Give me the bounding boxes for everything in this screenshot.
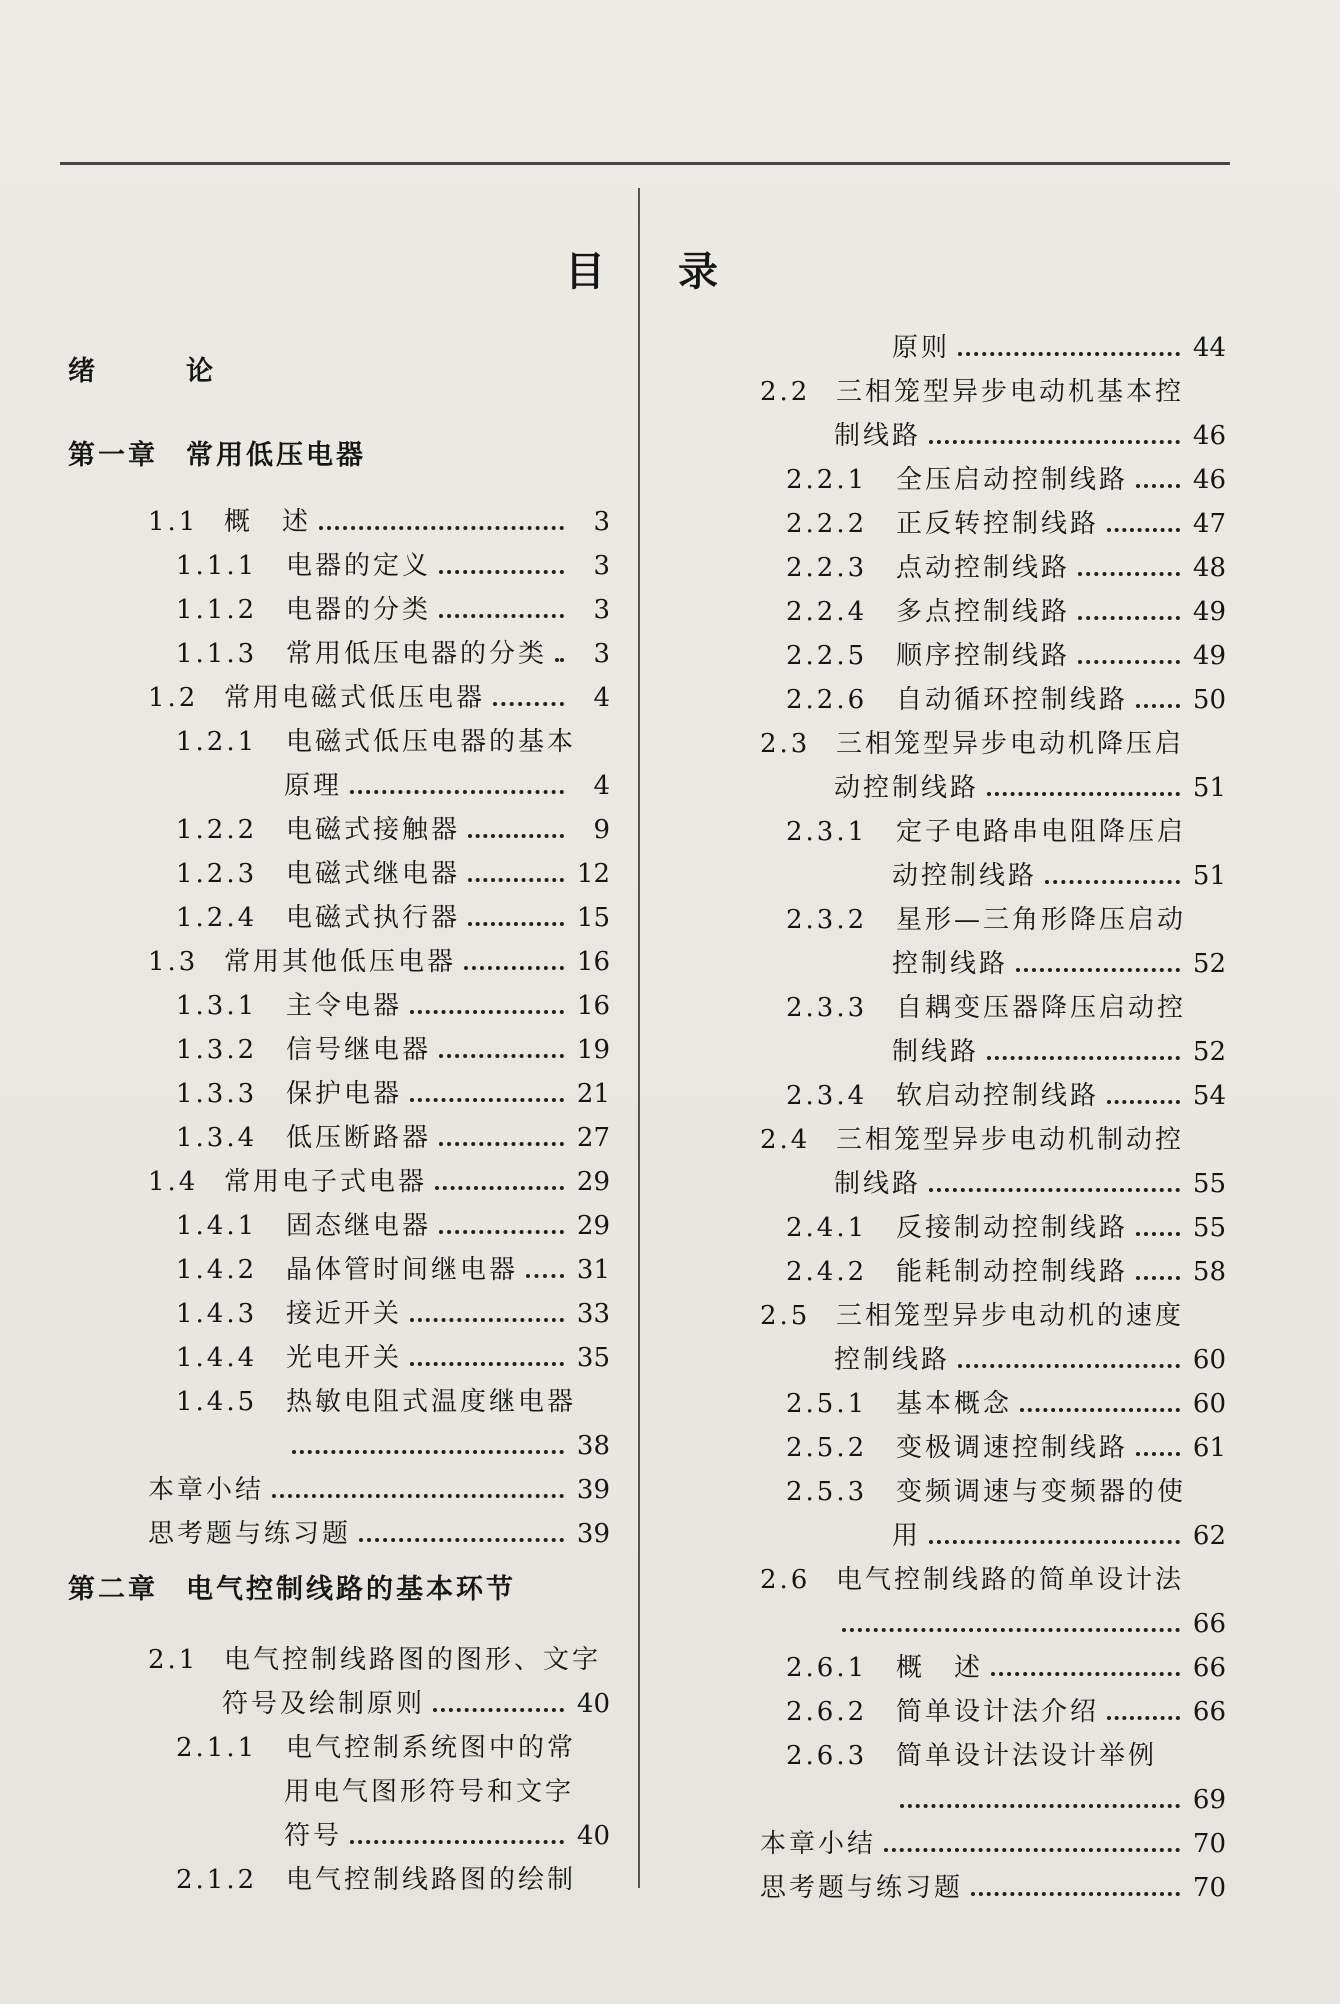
toc-entry-number: 1.2.3 bbox=[176, 859, 258, 889]
toc-entry-title: 点动控制线路 bbox=[896, 553, 1071, 583]
toc-page-number: 40 bbox=[576, 1689, 610, 1719]
toc-entry-title: 概 述 bbox=[896, 1653, 984, 1683]
toc-entry bbox=[176, 546, 610, 586]
toc-page-number: 29 bbox=[576, 1211, 610, 1241]
toc-entry-number: 2.6 bbox=[760, 1565, 811, 1595]
toc-entry-number: 1.3.4 bbox=[176, 1123, 258, 1153]
toc-page-number: 15 bbox=[576, 903, 610, 933]
toc-entry-title: 光电开关 bbox=[286, 1343, 403, 1373]
toc-entry bbox=[148, 1514, 610, 1554]
dot-leader bbox=[410, 1098, 564, 1102]
toc-entry-title: 论 bbox=[186, 356, 216, 387]
dot-leader bbox=[987, 792, 1180, 796]
dot-leader bbox=[900, 1804, 1180, 1808]
toc-entry bbox=[176, 1206, 610, 1246]
dot-leader bbox=[493, 702, 564, 706]
toc-entry-title: 信号继电器 bbox=[286, 1035, 432, 1065]
toc-entry-number: 1.1.2 bbox=[176, 595, 258, 625]
toc-entry-title: 定子电路串电阻降压启 bbox=[896, 817, 1187, 847]
toc-page-number: 61 bbox=[1192, 1433, 1226, 1463]
toc-entry-title: 电磁式继电器 bbox=[286, 859, 461, 889]
dot-leader bbox=[929, 440, 1180, 444]
toc-page-number: 9 bbox=[593, 815, 610, 845]
toc-entry-title: 简单设计法设计举例 bbox=[896, 1741, 1158, 1771]
toc-entry bbox=[176, 722, 610, 762]
toc-entry-title: 变极调速控制线路 bbox=[896, 1433, 1129, 1463]
toc-page-number: 52 bbox=[1192, 949, 1226, 979]
toc-entry-title: 全压启动控制线路 bbox=[896, 465, 1129, 495]
toc-entry bbox=[760, 1120, 1226, 1160]
toc-entry bbox=[786, 636, 1226, 676]
toc-page-number: 4 bbox=[593, 771, 610, 801]
toc-entry-title: 电器的定义 bbox=[286, 551, 432, 581]
toc-entry-title: 主令电器 bbox=[286, 991, 403, 1021]
toc-entry-title: 常用电磁式低压电器 bbox=[224, 683, 486, 713]
toc-entry-number: 1.3.2 bbox=[176, 1035, 258, 1065]
toc-entry bbox=[760, 1296, 1226, 1336]
dot-leader bbox=[958, 1364, 1180, 1368]
toc-entry-title: 自动循环控制线路 bbox=[896, 685, 1129, 715]
column-divider bbox=[638, 188, 640, 1888]
toc-page-number: 21 bbox=[576, 1079, 610, 1109]
toc-entry bbox=[176, 1860, 610, 1900]
header-rule bbox=[60, 118, 1230, 165]
toc-page-number: 66 bbox=[1192, 1653, 1226, 1683]
toc-page-number: 39 bbox=[576, 1475, 610, 1505]
toc-entry bbox=[786, 1252, 1226, 1292]
toc-entry-number: 2.2.6 bbox=[786, 685, 868, 715]
toc-entry bbox=[760, 1868, 1226, 1908]
toc-entry bbox=[176, 898, 610, 938]
toc-page-number: 38 bbox=[576, 1431, 610, 1461]
toc-entry bbox=[148, 942, 610, 982]
toc-entry-title: 动控制线路 bbox=[834, 773, 980, 803]
dot-leader bbox=[1078, 660, 1180, 664]
toc-entry bbox=[284, 1772, 610, 1812]
toc-entry bbox=[176, 634, 610, 674]
dot-leader bbox=[884, 1848, 1180, 1852]
dot-leader bbox=[464, 966, 564, 970]
toc-entry-number: 2.4.2 bbox=[786, 1257, 868, 1287]
dot-leader bbox=[1107, 1100, 1180, 1104]
toc-entry-title: 晶体管时间继电器 bbox=[286, 1255, 519, 1285]
toc-entry bbox=[148, 1470, 610, 1510]
toc-entry-title: 常用电子式电器 bbox=[224, 1167, 428, 1197]
toc-entry-title: 原理 bbox=[284, 771, 343, 801]
toc-page-number: 60 bbox=[1192, 1389, 1226, 1419]
toc-entry-title: 本章小结 bbox=[148, 1475, 265, 1505]
toc-entry bbox=[786, 548, 1226, 588]
toc-entry-title: 电气控制系统图中的常 bbox=[286, 1733, 577, 1763]
toc-entry-title: 电磁式执行器 bbox=[286, 903, 461, 933]
toc-entry-title: 控制线路 bbox=[834, 1345, 951, 1375]
toc-page-number: 31 bbox=[576, 1255, 610, 1285]
toc-page-number: 69 bbox=[1192, 1785, 1226, 1815]
toc-entry-title: 制线路 bbox=[834, 1169, 922, 1199]
toc-page-number: 58 bbox=[1192, 1257, 1226, 1287]
toc-page-number: 3 bbox=[593, 595, 610, 625]
dot-leader bbox=[842, 1628, 1180, 1632]
toc-entry bbox=[786, 1472, 1226, 1512]
toc-entry bbox=[834, 1604, 1226, 1644]
toc-page-number: 3 bbox=[593, 639, 610, 669]
toc-entry bbox=[148, 1640, 610, 1680]
toc-entry-number: 2.6.1 bbox=[786, 1653, 868, 1683]
toc-page-number: 52 bbox=[1192, 1037, 1226, 1067]
toc-page-number: 66 bbox=[1192, 1697, 1226, 1727]
toc-entry-number: 2.3.1 bbox=[786, 817, 868, 847]
dot-leader bbox=[1136, 1276, 1180, 1280]
toc-entry bbox=[892, 856, 1226, 896]
dot-leader bbox=[292, 1450, 564, 1454]
toc-title-right: 录 bbox=[678, 249, 718, 295]
toc-entry bbox=[892, 1516, 1226, 1556]
toc-entry-title: 常用低压电器的分类 bbox=[286, 639, 548, 669]
toc-page-number: 62 bbox=[1192, 1521, 1226, 1551]
toc-entry-number: 1.4.4 bbox=[176, 1343, 258, 1373]
toc-page-number: 70 bbox=[1192, 1829, 1226, 1859]
dot-leader bbox=[468, 878, 564, 882]
dot-leader bbox=[1020, 1408, 1180, 1412]
dot-leader bbox=[1136, 484, 1180, 488]
toc-entry-title: 制线路 bbox=[834, 421, 922, 451]
toc-page-number: 70 bbox=[1192, 1873, 1226, 1903]
toc-page-number: 60 bbox=[1192, 1345, 1226, 1375]
dot-leader bbox=[971, 1892, 1180, 1896]
toc-entry-number: 1.2.1 bbox=[176, 727, 258, 757]
toc-entry-title: 固态继电器 bbox=[286, 1211, 432, 1241]
toc-entry-title: 用 bbox=[892, 1521, 922, 1551]
dot-leader bbox=[439, 1230, 564, 1234]
toc-entry-number: 1.4.5 bbox=[176, 1387, 258, 1417]
toc-entry-number: 1.1.1 bbox=[176, 551, 258, 581]
toc-entry-title: 电气控制线路的简单设计法 bbox=[836, 1565, 1185, 1595]
toc-entry bbox=[176, 854, 610, 894]
toc-entry-title: 自耦变压器降压启动控 bbox=[896, 993, 1187, 1023]
toc-entry bbox=[176, 1294, 610, 1334]
toc-chapter-heading bbox=[68, 436, 628, 476]
toc-entry bbox=[176, 986, 610, 1026]
toc-entry bbox=[786, 1384, 1226, 1424]
toc-page-number: 33 bbox=[576, 1299, 610, 1329]
toc-entry-title: 热敏电阻式温度继电器 bbox=[286, 1387, 577, 1417]
toc-entry-number: 2.3.4 bbox=[786, 1081, 868, 1111]
dot-leader bbox=[958, 352, 1180, 356]
toc-entry-title: 本章小结 bbox=[760, 1829, 877, 1859]
toc-entry-title: 概 述 bbox=[224, 507, 312, 537]
dot-leader bbox=[272, 1494, 564, 1498]
toc-page-number: 51 bbox=[1192, 773, 1226, 803]
toc-entry-number: 2.1.2 bbox=[176, 1865, 258, 1895]
toc-chapter-heading bbox=[68, 1570, 628, 1610]
toc-entry-title: 软启动控制线路 bbox=[896, 1081, 1100, 1111]
toc-entry-number: 2.2 bbox=[760, 377, 811, 407]
toc-entry-title: 思考题与练习题 bbox=[760, 1873, 964, 1903]
dot-leader bbox=[350, 790, 564, 794]
dot-leader bbox=[1107, 1716, 1180, 1720]
toc-entry bbox=[284, 1816, 610, 1856]
toc-entry bbox=[892, 1032, 1226, 1072]
dot-leader bbox=[468, 922, 564, 926]
toc-entry bbox=[760, 724, 1226, 764]
dot-leader bbox=[439, 1054, 564, 1058]
dot-leader bbox=[359, 1538, 564, 1542]
toc-entry-number: 2.5.2 bbox=[786, 1433, 868, 1463]
toc-entry bbox=[148, 1162, 610, 1202]
toc-entry-title: 用电气图形符号和文字 bbox=[284, 1777, 575, 1807]
dot-leader bbox=[929, 1540, 1180, 1544]
toc-entry bbox=[892, 944, 1226, 984]
toc-entry-title: 符号及绘制原则 bbox=[222, 1689, 426, 1719]
dot-leader bbox=[1136, 704, 1180, 708]
toc-entry bbox=[834, 416, 1226, 456]
toc-page-number: 49 bbox=[1192, 597, 1226, 627]
toc-entry-number: 2.5.3 bbox=[786, 1477, 868, 1507]
dot-leader bbox=[1136, 1452, 1180, 1456]
toc-entry-number: 1.4.2 bbox=[176, 1255, 258, 1285]
toc-entry-number: 2.3.2 bbox=[786, 905, 868, 935]
dot-leader bbox=[526, 1274, 564, 1278]
toc-entry-number: 1.3.3 bbox=[176, 1079, 258, 1109]
toc-entry-title: 符号 bbox=[284, 1821, 343, 1851]
toc-page-number: 39 bbox=[576, 1519, 610, 1549]
toc-entry-number: 绪 bbox=[68, 356, 98, 387]
toc-entry-title: 多点控制线路 bbox=[896, 597, 1071, 627]
toc-entry-title: 思考题与练习题 bbox=[148, 1519, 352, 1549]
toc-entry-title: 星形—三角形降压启动 bbox=[896, 905, 1187, 935]
toc-page-number: 46 bbox=[1192, 465, 1226, 495]
toc-page-number: 19 bbox=[576, 1035, 610, 1065]
toc-entry-number: 2.3.3 bbox=[786, 993, 868, 1023]
toc-entry-title: 基本概念 bbox=[896, 1389, 1013, 1419]
toc-entry-number: 1.2 bbox=[148, 683, 199, 713]
toc-entry-number: 2.4 bbox=[760, 1125, 811, 1155]
toc-entry bbox=[786, 592, 1226, 632]
toc-entry-title: 控制线路 bbox=[892, 949, 1009, 979]
dot-leader bbox=[435, 1186, 564, 1190]
dot-leader bbox=[1078, 572, 1180, 576]
toc-entry bbox=[786, 1648, 1226, 1688]
toc-entry-number: 2.2.1 bbox=[786, 465, 868, 495]
toc-entry-number: 2.5 bbox=[760, 1301, 811, 1331]
toc-page-number: 51 bbox=[1192, 861, 1226, 891]
toc-entry bbox=[176, 1250, 610, 1290]
toc-entry bbox=[176, 1382, 610, 1422]
toc-entry-number: 2.3 bbox=[760, 729, 811, 759]
toc-entry-title: 正反转控制线路 bbox=[896, 509, 1100, 539]
toc-entry-number: 1.3 bbox=[148, 947, 199, 977]
toc-entry bbox=[148, 678, 610, 718]
toc-entry bbox=[834, 1340, 1226, 1380]
toc-entry bbox=[148, 502, 610, 542]
toc-entry bbox=[786, 812, 1226, 852]
toc-entry-title: 电磁式接触器 bbox=[286, 815, 461, 845]
toc-entry bbox=[786, 1692, 1226, 1732]
toc-title-left: 目 bbox=[565, 249, 605, 295]
toc-entry-title: 保护电器 bbox=[286, 1079, 403, 1109]
dot-leader bbox=[319, 526, 564, 530]
dot-leader bbox=[1016, 968, 1180, 972]
toc-entry bbox=[786, 988, 1226, 1028]
toc-entry-title: 常用低压电器 bbox=[186, 440, 366, 471]
toc-entry-number: 1.2.2 bbox=[176, 815, 258, 845]
toc-entry-title: 电磁式低压电器的基本 bbox=[286, 727, 577, 757]
toc-entry-title: 制线路 bbox=[892, 1037, 980, 1067]
toc-page-number: 35 bbox=[576, 1343, 610, 1373]
toc-entry-title: 低压断路器 bbox=[286, 1123, 432, 1153]
toc-entry bbox=[176, 1338, 610, 1378]
toc-chapter-heading bbox=[68, 352, 628, 392]
toc-entry-title: 反接制动控制线路 bbox=[896, 1213, 1129, 1243]
dot-leader bbox=[410, 1010, 564, 1014]
toc-entry bbox=[176, 1030, 610, 1070]
toc-entry-title: 动控制线路 bbox=[892, 861, 1038, 891]
toc-entry-number: 1.2.4 bbox=[176, 903, 258, 933]
toc-entry-title: 电气控制线路图的图形、文字 bbox=[224, 1645, 602, 1675]
toc-entry bbox=[834, 1164, 1226, 1204]
toc-entry bbox=[760, 1824, 1226, 1864]
toc-entry-title: 能耗制动控制线路 bbox=[896, 1257, 1129, 1287]
dot-leader bbox=[1107, 528, 1180, 532]
dot-leader bbox=[929, 1188, 1180, 1192]
toc-entry-number: 2.1.1 bbox=[176, 1733, 258, 1763]
toc-page-number: 46 bbox=[1192, 421, 1226, 451]
toc-entry bbox=[786, 460, 1226, 500]
toc-entry bbox=[176, 810, 610, 850]
toc-page-number: 4 bbox=[593, 683, 610, 713]
dot-leader bbox=[555, 658, 564, 662]
toc-entry bbox=[786, 900, 1226, 940]
toc-entry-title: 电器的分类 bbox=[286, 595, 432, 625]
dot-leader bbox=[468, 834, 564, 838]
toc-entry-title: 电气控制线路的基本环节 bbox=[186, 1574, 516, 1605]
dot-leader bbox=[1078, 616, 1180, 620]
toc-entry bbox=[834, 768, 1226, 808]
toc-entry-number: 2.5.1 bbox=[786, 1389, 868, 1419]
dot-leader bbox=[1136, 1232, 1180, 1236]
toc-page-number: 3 bbox=[593, 507, 610, 537]
toc-page-number: 54 bbox=[1192, 1081, 1226, 1111]
toc-entry-title: 简单设计法介绍 bbox=[896, 1697, 1100, 1727]
toc-entry-title: 电气控制线路图的绘制 bbox=[286, 1865, 577, 1895]
toc-page-number: 27 bbox=[576, 1123, 610, 1153]
toc-entry-number: 1.1 bbox=[148, 507, 199, 537]
toc-entry-number: 1.1.3 bbox=[176, 639, 258, 669]
toc-entry bbox=[176, 590, 610, 630]
toc-page-number: 40 bbox=[576, 1821, 610, 1851]
toc-entry bbox=[284, 766, 610, 806]
toc-entry bbox=[786, 1076, 1226, 1116]
toc-entry-number: 1.4 bbox=[148, 1167, 199, 1197]
toc-entry-title: 三相笼型异步电动机降压启 bbox=[836, 729, 1185, 759]
toc-entry bbox=[786, 680, 1226, 720]
toc-entry-title: 三相笼型异步电动机制动控 bbox=[836, 1125, 1185, 1155]
toc-entry-number: 第二章 bbox=[68, 1574, 158, 1605]
toc-entry-title: 原则 bbox=[892, 333, 951, 363]
toc-page-number: 50 bbox=[1192, 685, 1226, 715]
dot-leader bbox=[991, 1672, 1180, 1676]
toc-page-number: 29 bbox=[576, 1167, 610, 1197]
toc-entry bbox=[786, 1428, 1226, 1468]
toc-page-number: 3 bbox=[593, 551, 610, 581]
toc-entry bbox=[176, 1118, 610, 1158]
dot-leader bbox=[439, 570, 564, 574]
toc-entry-title: 接近开关 bbox=[286, 1299, 403, 1329]
dot-leader bbox=[410, 1318, 564, 1322]
toc-entry bbox=[176, 1074, 610, 1114]
toc-page-number: 55 bbox=[1192, 1169, 1226, 1199]
toc-entry bbox=[892, 328, 1226, 368]
toc-entry-title: 顺序控制线路 bbox=[896, 641, 1071, 671]
toc-entry-number: 2.2.4 bbox=[786, 597, 868, 627]
toc-page-number: 48 bbox=[1192, 553, 1226, 583]
toc-entry-number: 第一章 bbox=[68, 440, 158, 471]
toc-entry-number: 2.6.3 bbox=[786, 1741, 868, 1771]
dot-leader bbox=[439, 1142, 564, 1146]
toc-page-number: 66 bbox=[1192, 1609, 1226, 1639]
toc-entry-title: 变频调速与变频器的使 bbox=[896, 1477, 1187, 1507]
toc-entry bbox=[786, 1208, 1226, 1248]
toc-entry-number: 2.2.2 bbox=[786, 509, 868, 539]
toc-entry-number: 2.4.1 bbox=[786, 1213, 868, 1243]
toc-entry-number: 2.6.2 bbox=[786, 1697, 868, 1727]
toc-page-number: 12 bbox=[576, 859, 610, 889]
toc-entry bbox=[760, 1560, 1226, 1600]
toc-entry-number: 2.1 bbox=[148, 1645, 199, 1675]
toc-entry-number: 1.4.1 bbox=[176, 1211, 258, 1241]
toc-entry bbox=[786, 1736, 1226, 1776]
toc-page-number: 16 bbox=[576, 991, 610, 1021]
toc-entry-number: 1.4.3 bbox=[176, 1299, 258, 1329]
toc-page-number: 49 bbox=[1192, 641, 1226, 671]
dot-leader bbox=[350, 1840, 564, 1844]
toc-entry-title: 三相笼型异步电动机基本控 bbox=[836, 377, 1185, 407]
toc-entry-number: 2.2.5 bbox=[786, 641, 868, 671]
toc-entry-number: 1.3.1 bbox=[176, 991, 258, 1021]
toc-page-number: 47 bbox=[1192, 509, 1226, 539]
toc-entry bbox=[284, 1426, 610, 1466]
dot-leader bbox=[1045, 880, 1180, 884]
toc-page-number: 44 bbox=[1192, 333, 1226, 363]
toc-page-number: 55 bbox=[1192, 1213, 1226, 1243]
toc-entry bbox=[176, 1728, 610, 1768]
dot-leader bbox=[439, 614, 564, 618]
toc-entry-title: 三相笼型异步电动机的速度 bbox=[836, 1301, 1185, 1331]
toc-entry bbox=[222, 1684, 610, 1724]
toc-entry bbox=[892, 1780, 1226, 1820]
toc-entry bbox=[786, 504, 1226, 544]
dot-leader bbox=[410, 1362, 564, 1366]
toc-entry-number: 2.2.3 bbox=[786, 553, 868, 583]
toc-entry-title: 常用其他低压电器 bbox=[224, 947, 457, 977]
dot-leader bbox=[987, 1056, 1180, 1060]
toc-page-number: 16 bbox=[576, 947, 610, 977]
toc-entry bbox=[760, 372, 1226, 412]
dot-leader bbox=[433, 1708, 564, 1712]
